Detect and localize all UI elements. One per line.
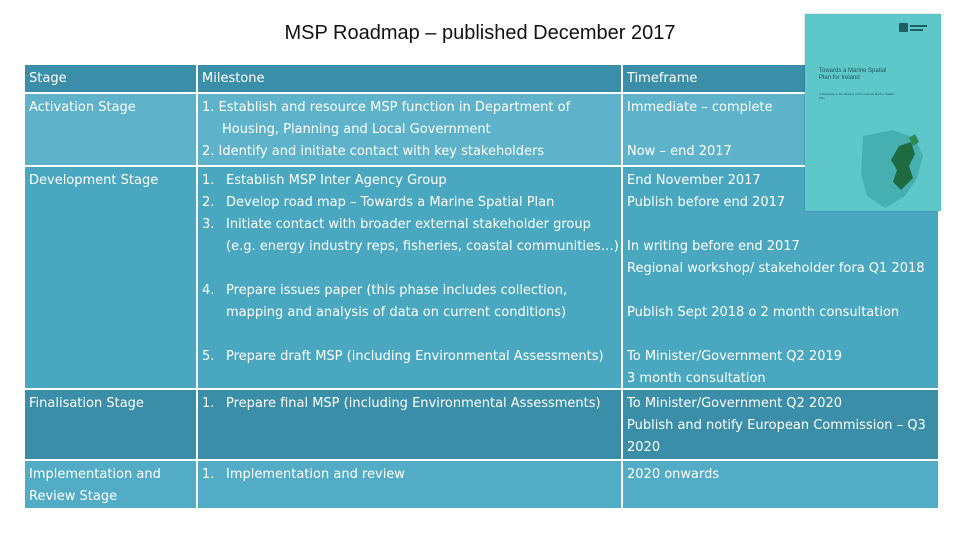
table-row-implementation: [25, 461, 938, 508]
timeframe-cell: [623, 461, 938, 508]
item-number: 1.: [202, 396, 215, 411]
milestone-item-continued: mapping and analysis of data on current conditions): [226, 305, 567, 320]
slide-title: MSP Roadmap – published December 2017: [284, 22, 676, 44]
timeframe-item: Publish Sept 2018 o 2 month consultation: [627, 305, 900, 320]
timeframe-item: Publish and notify European Commission – Q3: [627, 418, 926, 433]
item-number: 2.: [202, 195, 215, 210]
ireland-map-icon: [853, 126, 941, 211]
timeframe-item: To Minister/Government Q2 2019: [627, 349, 843, 364]
milestone-item: 1. Establish and resource MSP function in Department of: [202, 100, 571, 115]
milestone-text: Prepare draft MSP (including Environmental Assessments): [226, 349, 604, 364]
timeframe-cell: [623, 390, 938, 459]
milestone-cell: [198, 94, 621, 165]
stage-label: Finalisation Stage: [29, 396, 144, 411]
milestone-item: [202, 280, 617, 302]
milestone-item: 2. Identify and initiate contact with key stakeholders: [202, 144, 545, 159]
milestone-item-continued: (e.g. energy industry reps, fisheries, coastal communities…): [226, 239, 619, 254]
stage-label-continued: Review Stage: [29, 489, 118, 504]
milestone-cell: [198, 390, 621, 459]
milestone-text: Prepare final MSP (including Environmental Assessments): [226, 396, 601, 411]
table-row-development: [25, 167, 938, 388]
cover-title: Towards a Marine Spatial Plan for Ireland: [819, 68, 887, 81]
timeframe-item: 2020 onwards: [627, 467, 720, 482]
milestone-item: [202, 214, 617, 236]
stage-cell: [25, 390, 196, 459]
milestone-text: Implementation and review: [226, 467, 405, 482]
milestone-item-continued: Housing, Planning and Local Government: [222, 122, 491, 137]
timeframe-item: 2020: [627, 440, 661, 455]
timeframe-item: Immediate – complete: [627, 100, 773, 115]
table-row-finalisation: [25, 390, 938, 459]
stage-label: Activation Stage: [29, 100, 136, 115]
stage-cell: [25, 461, 196, 508]
report-cover-image: [805, 14, 941, 211]
stage-cell: [25, 167, 196, 388]
header-timeframe: Timeframe: [623, 65, 938, 92]
milestone-text: Develop road map – Towards a Marine Spatial Plan: [226, 195, 555, 210]
timeframe-item: Now – end 2017: [627, 144, 732, 159]
item-number: 3.: [202, 217, 215, 232]
milestone-cell: [198, 461, 621, 508]
table-row-activation: [25, 94, 938, 165]
timeframe-item: Regional workshop/ stakeholder fora Q1 2018: [627, 261, 925, 276]
milestone-text: Establish MSP Inter Agency Group: [226, 173, 447, 188]
milestone-item: [202, 170, 617, 192]
stage-cell: [25, 94, 196, 165]
table-header-row: [25, 65, 938, 92]
cover-subtitle: A Roadmap to the delivery of the national Marine Spatial Plan: [819, 92, 894, 100]
stage-label: Development Stage: [29, 173, 159, 188]
government-harp-logo-icon: [899, 22, 929, 34]
timeframe-item: To Minister/Government Q2 2020: [627, 396, 843, 411]
header-stage: Stage: [25, 65, 196, 92]
milestone-item: [202, 464, 617, 486]
item-number: 5.: [202, 349, 215, 364]
milestone-item: [202, 393, 617, 415]
timeframe-item: Publish before end 2017: [627, 195, 786, 210]
milestone-text: Prepare issues paper (this phase includes collection,: [226, 283, 568, 298]
milestone-item: [202, 346, 617, 368]
milestone-text: Initiate contact with broader external stakeholder group: [226, 217, 591, 232]
timeframe-item: 3 month consultation: [627, 371, 766, 386]
item-number: 1.: [202, 467, 215, 482]
milestone-cell: [198, 167, 621, 388]
header-milestone: Milestone: [198, 65, 621, 92]
item-number: 1.: [202, 173, 215, 188]
timeframe-item: In writing before end 2017: [627, 239, 800, 254]
stage-label: Implementation and: [29, 467, 161, 482]
timeframe-item: End November 2017: [627, 173, 761, 188]
milestone-item: [202, 192, 617, 214]
item-number: 4.: [202, 283, 215, 298]
